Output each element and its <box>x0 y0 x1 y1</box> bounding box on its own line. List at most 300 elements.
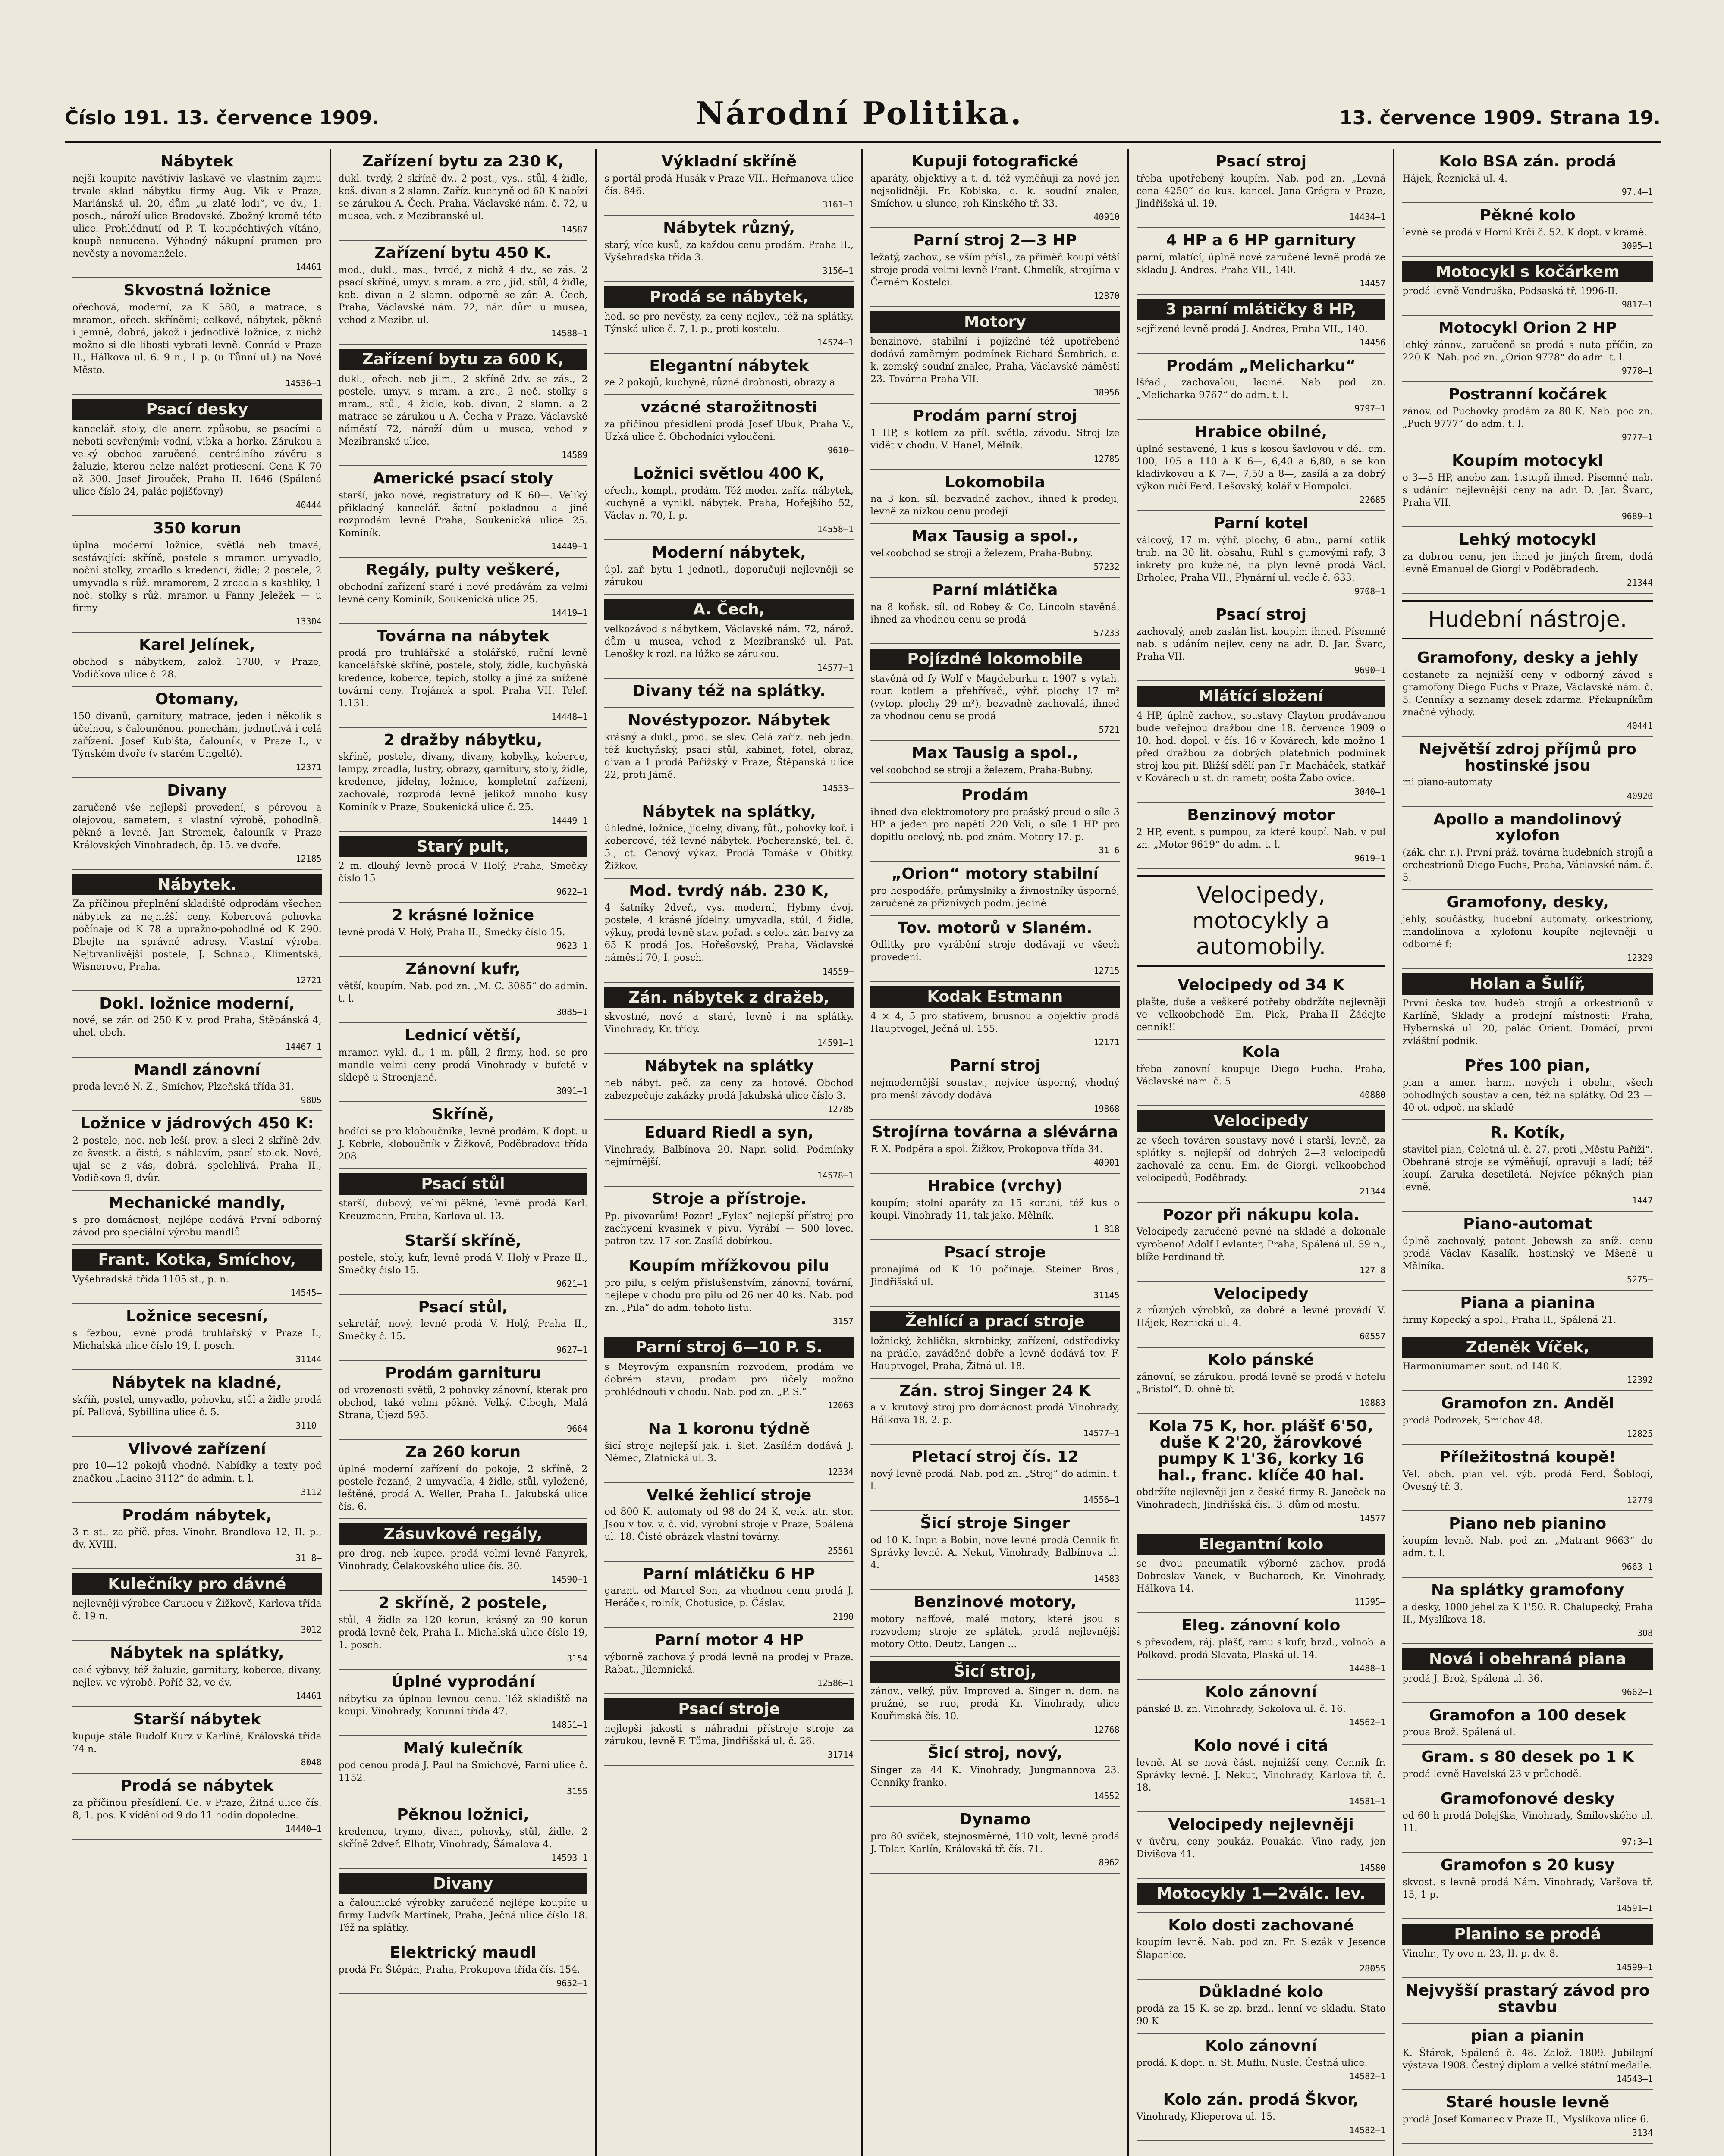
ad-body: Za příčinou přeplnění skladiště odprodám všechen nábytek za nejnižší ceny. Kobercová pohovka počínaje od K 78 a upražno-pohodlné od K 290. Dbejte na správné adresy. Vlastní výroba. Nejtrvanlivější postele, J. Schnabl, Klimentská, Wisnerovo, Praha. <box>72 899 322 972</box>
classified-ad <box>1402 890 1653 969</box>
classified-ad <box>1402 1919 1653 1978</box>
ad-heading: Šicí stroje Singer <box>920 1514 1070 1532</box>
classified-ad <box>1137 1203 1386 1282</box>
ad-code: 14543—1 <box>1616 2074 1653 2084</box>
section-heading: Hudební nástroje. <box>1402 600 1653 639</box>
ad-heading: Parní motor 4 HP <box>654 1631 804 1649</box>
classified-ad <box>339 1228 588 1295</box>
ad-body: z různých výrobků, za dobré a levné provádí V. Hájek, Reznická ul. 4. <box>1136 1305 1386 1329</box>
classified-ad <box>1402 1120 1653 1212</box>
ad-body: s převodem, ráj. plášť, rámu s kufr, brzd., volnob. a Polkovd. prodá Slavata, Plaská ul. 14. <box>1136 1637 1386 1661</box>
ad-body: ihned dva elektromotory pro prašský proud o síle 3 HP a jeden pro napětí 220 Voli, o síle 1 HP pro dopitlu ocelový, nb. pod znám. Motory 17. p. <box>870 806 1120 843</box>
classified-ad <box>72 1503 322 1570</box>
classified-ad <box>604 1332 854 1416</box>
ad-heading: Zánovní kufr, <box>405 960 521 978</box>
ad-code: 5275— <box>1627 1274 1653 1285</box>
ad-code: 14440—1 <box>285 1823 322 1834</box>
ad-code: 9689—1 <box>1621 511 1653 522</box>
classified-ad <box>1137 1733 1386 1812</box>
ad-heading: Divany <box>339 1873 588 1895</box>
ad-body: levně. Ať se nová část. nejnižší ceny. Cenník fr. Správky levně. J. Nekut, Vinohrady, Karlova tř. č. 18. <box>1136 1757 1386 1793</box>
ad-body: stavěná od fy Wolf v Magdeburku r. 1907 s vytah. rour. kotlem a přehřívač., výhř. plochy 17 m² (vytop. plochy 29 m²), bezvadně zachovalá, ihned za vhodnou cenu se prodá <box>870 673 1120 722</box>
ad-code: 9663—1 <box>1621 1561 1653 1572</box>
ad-body: obchod s nábytkem, založ. 1780, v Praze, Vodičkova ulice č. 28. <box>72 656 322 680</box>
ad-heading: 2 krásné ložnice <box>392 906 534 924</box>
ad-code: 9623—1 <box>556 940 588 951</box>
ad-code: 14599—1 <box>1616 1962 1653 1972</box>
ad-body: pronajímá od K 10 počínaje. Steiner Bros., Jindřišská ul. <box>870 1264 1120 1288</box>
ad-heading: R. Kotík, <box>1490 1123 1565 1141</box>
classified-ad <box>339 1591 588 1670</box>
ad-body: o 3—5 HP, anebo zan. 1.stupň ihned. Písemné nab. s udáním nejlevnější ceny na adr. D. Jar. Švarc, Praha VII. <box>1402 473 1653 509</box>
ad-heading: Koupím mřížkovou pilu <box>628 1257 829 1275</box>
classified-ad <box>870 1657 1120 1741</box>
classified-ad <box>72 1641 322 1707</box>
ad-body: mramor. vykl. d., 1 m. půll, 2 firmy, hod. se pro mandle velmi ceny prodá Vinohrady v bufetě v sklepě u Stroenjané. <box>338 1047 588 1083</box>
ad-heading: 4 HP a 6 HP garnitury <box>1166 231 1356 249</box>
classified-ad <box>604 1253 854 1332</box>
classified-ad <box>339 1519 588 1591</box>
ad-code: 57233 <box>1093 628 1120 639</box>
classified-ad <box>604 395 854 461</box>
column-6 <box>1394 149 1661 2156</box>
ad-body: 2 HP, event. s pumpou, za které koupí. Nab. v pul zn. „Motor 9619“ do adm. t. l. <box>1136 827 1386 850</box>
ad-body: 4 šatníky 2dveř., vys. moderní, Hybmy dvoj. postele, 4 krásné jídelny, umyvadla, stůl, 4 židle, výkuy, prodá levně stav. pořad. s celou zár. barvy za 65 K prodá Jos. Hořešovský, Praha, Václavské náměstí 70, I. posch. <box>604 903 854 964</box>
ad-body: plašte, duše a veškeré potřeby obdržíte nejlevněji ve velkoobchodě Em. Pick, Praha-II Žádejte cenník!! <box>1136 997 1386 1033</box>
ad-code: 97:3—1 <box>1621 1836 1653 1847</box>
ad-heading: Gramofonové desky <box>1440 1790 1615 1808</box>
masthead <box>65 95 1661 143</box>
classified-ad <box>870 1741 1120 1807</box>
classified-ad <box>604 1120 854 1187</box>
ad-body: lehký zánov., zaručeně se prodá s nuta příčin, za 220 K. Nab. pod zn. „Orion 9778“ do adm. t. l. <box>1402 340 1653 364</box>
ad-heading: Motocykl s kočárkem <box>1402 261 1653 283</box>
column-1 <box>65 149 331 2156</box>
ad-heading: Koupím motocykl <box>1452 452 1604 470</box>
classified-ad <box>1137 1879 1386 1913</box>
ad-body: aparáty, objektivy a t. d. též vyměňuji za nové jen nejsolidněji. Fr. Kobiska, c. k. soudní znalec, Smíchov, u slunce, roh Kinského tř. 33. <box>870 173 1120 209</box>
classified-ad <box>870 1445 1120 1511</box>
classified-ad <box>1402 1578 1653 1644</box>
ad-heading: 350 korun <box>153 519 242 537</box>
classified-ad <box>72 991 322 1058</box>
ad-heading: Staré housle levně <box>1446 2093 1610 2112</box>
ad-heading: Psací stroje <box>944 1243 1046 1261</box>
ad-heading: 3 parní mlátičky 8 HP, <box>1137 299 1386 320</box>
ad-code: 14589 <box>562 449 588 460</box>
ad-code: 14580 <box>1360 1862 1386 1873</box>
classified-ad <box>1137 420 1386 511</box>
ad-code: 3155 <box>567 1786 588 1796</box>
ad-heading: Kulečníky pro dávné <box>72 1573 322 1595</box>
ad-heading: Hrabice (vrchy) <box>927 1177 1063 1195</box>
ad-body: Vinohrady, Balbínova 20. Napr. solid. Podmínky nejmírnější. <box>604 1144 854 1168</box>
ad-heading: Velocipedy <box>1213 1285 1309 1303</box>
ad-code: 14581—1 <box>1349 1796 1386 1807</box>
classified-ad <box>339 1802 588 1869</box>
classified-ad <box>604 540 854 595</box>
ad-heading: Benzinové motory, <box>913 1593 1077 1611</box>
ad-body: skříň, postel, umyvadlo, pohovku, stůl a židle prodá pí. Pallová, Sybillina ulice č. 5. <box>72 1394 322 1418</box>
ad-body: v úvěru, ceny poukáz. Pouakác. Vino rady, jen Divišova 41. <box>1136 1836 1386 1860</box>
classified-ad <box>339 1670 588 1736</box>
ad-body: úplně zachovalý, patent Jebewsh za sníž. cenu prodá Václav Kasalík, hostinský ve Mšeně u Mělníka. <box>1402 1235 1653 1272</box>
ad-body: postele, stoly, kufr, levně prodá V. Holý v Praze II., Smečky číslo 15. <box>338 1252 588 1276</box>
ad-code: 31145 <box>1093 1290 1120 1300</box>
ad-heading: Piano-automat <box>1463 1215 1592 1233</box>
ad-heading: 2 dražby nábytku, <box>383 731 543 749</box>
classified-ad <box>339 241 588 345</box>
classified-ad <box>72 1058 322 1112</box>
ad-code: 14851—1 <box>551 1719 588 1730</box>
ad-heading: Šicí stroj, nový, <box>927 1744 1062 1762</box>
ad-code: 14461 <box>295 262 322 273</box>
ad-code: 14578—1 <box>817 1170 854 1181</box>
ad-code: 3161—1 <box>822 199 854 210</box>
ad-heading: „Orion“ motory stabilní <box>891 865 1099 883</box>
ad-code: 14587 <box>562 224 588 235</box>
ad-code: 14577—1 <box>1083 1428 1120 1439</box>
classified-ad <box>339 1102 588 1169</box>
ad-code: 308 <box>1637 1627 1653 1638</box>
classified-ad <box>339 903 588 957</box>
classified-ad <box>1137 2034 1386 2087</box>
ad-code: 8048 <box>301 1757 322 1767</box>
ad-heading: Nábytek na splátky, <box>642 802 816 821</box>
ad-body: se dvou pneumatik výborné zachov. prodá Dobroslav Vanek, v Bucharoch, Kr. Vinohrady, Hálkova 14. <box>1136 1558 1386 1595</box>
ad-heading: Kupuji fotografické <box>911 153 1079 170</box>
ad-heading: Eleg. zánovní kolo <box>1181 1617 1341 1635</box>
classified-ad <box>339 1940 588 1994</box>
classified-ad <box>870 404 1120 470</box>
ad-code: 9708—1 <box>1354 586 1386 597</box>
ad-body: prodá Podrozek, Smíchov 48. <box>1402 1415 1543 1426</box>
ad-code: 9622—1 <box>556 887 588 897</box>
ad-body: levně se prodá v Horní Krči č. 52. K dopt. v krámě. <box>1402 227 1647 238</box>
classified-ad <box>1402 1445 1653 1511</box>
classified-ad <box>1402 1212 1653 1291</box>
ad-code: 31144 <box>295 1354 322 1364</box>
ad-body: skvostné, nové a staré, levně i na splátky. Vinohrady, Kr. třídy. <box>604 1012 854 1035</box>
classified-ad <box>1137 1348 1386 1414</box>
ad-body: lšřád., zachovalou, laciné. Nab. pod zn. „Melicharka 9767“ do adm. t. l. <box>1136 377 1386 401</box>
classified-ad <box>870 1120 1120 1174</box>
ad-body: od 800 K. automaty od 98 do 24 K, veik. atr. stor. Jsou v tov. v. č. vid. výrobní stroje v Praze, Spálená ul. 18. Čisté obrázek vlastní továrny. <box>604 1507 854 1543</box>
classified-ad <box>604 1628 854 1694</box>
classified-ad <box>339 1440 588 1519</box>
classified-ad <box>72 395 322 516</box>
ad-columns <box>65 149 1661 2156</box>
ad-code: 9610— <box>827 445 854 456</box>
ad-body: na 8 koňsk. síl. od Robey & Co. Lincoln stavěná, ihned za vhodnou cenu se prodá <box>870 602 1120 626</box>
ad-heading: Ložnice secesní, <box>126 1307 268 1325</box>
ad-heading: Hrabice obilné, <box>1194 423 1328 441</box>
ad-code: 28055 <box>1360 1963 1386 1974</box>
ad-code: 21344 <box>1360 1186 1386 1197</box>
ad-code: 8962 <box>1099 1857 1120 1868</box>
classified-ad <box>870 1807 1120 1874</box>
classified-ad <box>604 282 854 354</box>
ad-code: 40910 <box>1093 211 1120 222</box>
classified-ad <box>870 1240 1120 1307</box>
ad-body: Vinohr., Ty ovo n. 23, II. p. dv. 8. <box>1402 1948 1558 1959</box>
ad-code: 31 6 <box>1099 845 1120 856</box>
ad-heading: Nábytek. <box>72 874 322 896</box>
ad-heading: Eduard Riedl a syn, <box>644 1124 814 1142</box>
ad-heading: Velocipedy <box>1137 1110 1386 1132</box>
ad-heading: Šicí stroj, <box>870 1661 1120 1683</box>
ad-body: koupím; stolní aparáty za 15 koruni, též kus o koupi. Vinohrady 11, tak jako. Mělník. <box>870 1197 1120 1221</box>
classified-ad <box>1402 1745 1653 1786</box>
classified-ad <box>339 1361 588 1440</box>
classified-ad <box>1402 1786 1653 1853</box>
ad-body: nejlevněji výrobce Caruocu v Žižkově, Karlova třída č. 19 n. <box>72 1598 322 1622</box>
ad-heading: Lokomobila <box>945 473 1046 491</box>
ad-heading: Gramofony, desky, <box>1446 893 1609 912</box>
ad-body: motory nafťové, malé motory, které jsou s rozvodem; stroje ze splátek, prodá nejlevnější motory Otto, Deutz, Langen ... <box>870 1614 1120 1650</box>
ad-code: 60557 <box>1360 1331 1386 1342</box>
ad-body: celé výbavy, též žaluzie, garnitury, koberce, divany, nejlev. ve výrobě. Poříč 32, ve dv. <box>72 1665 322 1689</box>
ad-body: 3 r. st., za příč. přes. Vinohr. Brandlova 12, II. p., dv. XVIII. <box>72 1527 322 1551</box>
classified-ad <box>1137 602 1386 681</box>
ad-code: 127 8 <box>1360 1265 1386 1275</box>
ad-code: 14488—1 <box>1349 1663 1386 1674</box>
ad-heading: Gram. s 80 desek po 1 K <box>1421 1748 1634 1766</box>
ad-heading: Pěkné kolo <box>1479 206 1576 224</box>
classified-ad <box>604 1562 854 1628</box>
classified-ad <box>1402 1978 1653 2024</box>
ad-body: s Meyrovým expansním rozvodem, prodám ve dobrém stavu, prodám pro účely možno prohlédnouti v chodu. Nab. pod zn. „P. S.“ <box>604 1361 854 1398</box>
ad-body: benzinové, stabilní i pojízdné též upotřebené dodává zaměrným podmínek Richard Šembrich, c. k. zemský soudní znalec, Praha, Václavské náměstí 23. Továrna Praha VII. <box>870 336 1120 385</box>
classified-ad <box>72 687 322 778</box>
classified-ad <box>1137 295 1386 354</box>
ad-heading: Strojírna továrna a slévárna <box>872 1123 1118 1141</box>
ad-heading: Nejvyšší prastarý závod pro stavbu <box>1405 1981 1650 2016</box>
classified-ad <box>870 1053 1120 1120</box>
ad-code: 13304 <box>295 616 322 627</box>
ad-heading: Velké žehlicí stroje <box>646 1486 812 1504</box>
ad-code: 9797—1 <box>1354 403 1386 414</box>
ad-code: 12779 <box>1627 1495 1653 1506</box>
ad-code: 1 818 <box>1093 1223 1120 1234</box>
classified-ad <box>870 1174 1120 1240</box>
ad-code: 12785 <box>1093 453 1120 464</box>
classified-ad <box>1402 1291 1653 1332</box>
ad-body: pian a amer. harm. nových i obehr., všech pohodlných soustav a cen, též na splátky. Od 23 — 40 ot. odpoč. na skladě <box>1402 1077 1653 1113</box>
classified-ad <box>1137 1613 1386 1680</box>
classified-ad <box>1402 2024 1653 2090</box>
ad-heading: Na splátky gramofony <box>1431 1581 1624 1599</box>
ad-body: výborně zachovalý prodá levně na prodej v Praze. Rabat., Jilemnická. <box>604 1652 854 1676</box>
ad-body: za dobrou cenu, jen ihned je jiných firem, dodá levně Emanuel de Giorgi v Poděbradech. <box>1402 551 1653 575</box>
ad-code: 12171 <box>1093 1037 1120 1048</box>
ad-body: zachovalý, aneb zaslán list. koupím ihned. Písemné nab. s udáním nejlev. ceny na adr. D. Jar. Švarc, Praha VII. <box>1136 627 1386 663</box>
ad-code: 21344 <box>1627 577 1653 588</box>
ad-code: 14591—1 <box>1616 1902 1653 1913</box>
classified-ad <box>1402 382 1653 448</box>
ad-body: úplné sestavené, 1 kus s kosou šavlovou v dél. cm. 100, 105 a 110 à K 6—, 6,40 a 6,80, a se kon kladivkovou a K 7—, 7,50 a 8—, zasílá a za dobrý výkon ručí Ferd. Lešovský, kolář v Hompolci. <box>1136 444 1386 492</box>
classified-ad <box>870 578 1120 644</box>
ad-heading: Ložnice v jádrových 450 K: <box>80 1115 314 1133</box>
ad-code: 10883 <box>1360 1398 1386 1408</box>
classified-ad <box>1402 1332 1653 1391</box>
ad-code: 14449—1 <box>551 541 588 552</box>
ad-body: úhledné, ložnice, jídelny, divany, fůt., pohovky koř. i kobercové, též levné nábytek. Pocheranské, tel. č. 5., ct. Cenový výkaz. Prodá Tomáše v Obitky. Žižkov. <box>604 823 854 872</box>
classified-ad <box>72 516 322 633</box>
ad-body: hodící se pro kloboučníka, levně prodám. K dopt. u J. Kebrle, kloboučník v Žižkově, Poděbradova třída 208. <box>338 1126 588 1162</box>
ad-body: velkozávod s nábytkem, Václavské nám. 72, nárož. dům u musea, vchod z Mezibranské ul. Pat. Lenošky k rozl. na lůžko se zárukou. <box>604 624 854 660</box>
ad-body: větší, koupím. Nab. pod zn. „M. C. 3085“ do admin. t. l. <box>338 981 588 1005</box>
ad-code: 9805 <box>301 1095 322 1106</box>
ad-heading: Motocykly 1—2válc. lev. <box>1137 1883 1386 1905</box>
classified-ad <box>1137 1529 1386 1614</box>
ad-heading: Zásuvkové regály, <box>339 1523 588 1545</box>
ad-body: K. Štárek, Spálená č. 48. Založ. 1809. Jubilejní výstava 1908. Čestný diplom a velké státní medaile. <box>1402 2048 1653 2071</box>
ad-heading: Pěknou ložnici, <box>397 1805 529 1824</box>
ad-code: 14552 <box>1093 1790 1120 1801</box>
ad-heading: Lednicí větší, <box>405 1027 521 1045</box>
classified-ad <box>72 1569 322 1641</box>
ad-heading: Holan a Šulíř, <box>1402 973 1653 995</box>
ad-body: pro pilu, s celým příslušenstvím, zánovní, tovární, nejlépe v chodu pro pilu od 26 ner 40 ks. Nab. pod zn. „Pila“ do adm. tohoto listu. <box>604 1277 854 1313</box>
ad-body: koupím levně. Nab. pod zn. Fr. Slezák v Jesence Šlapanice. <box>1136 1937 1386 1961</box>
ad-body: pro 80 svíček, stejnosměrné, 110 volt, levně prodá J. Tolar, Karlín, Královská tř. čís. 71. <box>870 1831 1120 1855</box>
classified-ad <box>870 1379 1120 1445</box>
ad-heading: 2 skříně, 2 postele, <box>379 1594 547 1612</box>
ad-body: třeba zanovní koupuje Diego Fucha, Praha, Václavské nám. č. 5 <box>1136 1063 1386 1087</box>
ad-body: úplná moderní ložnice, světlá neb tmavá, sestávající: skříně, postele s mramor. umyvadlo, noční stolky, zrcadlo s kredencí, židle; 2 postele, 2 umyvadla s růž. mramorem, 2 zrcadla s kasbliky, 1 noč. stolky s růž. mramor. u Fanny Jeležek — u firmy <box>72 540 322 614</box>
classified-ad <box>1402 1853 1653 1919</box>
classified-ad <box>604 1187 854 1253</box>
ad-code: 12371 <box>295 761 322 772</box>
ad-code: 12586—1 <box>817 1678 854 1689</box>
ad-code: 12768 <box>1093 1724 1120 1735</box>
ad-heading: Otomany, <box>155 690 239 708</box>
ad-heading: Prodám garnituru <box>385 1364 541 1382</box>
ad-heading: Psací stroj <box>1215 153 1307 170</box>
classified-ad <box>870 783 1120 862</box>
ad-heading: Parní stroj <box>949 1057 1041 1075</box>
ad-code: 14577—1 <box>817 662 854 673</box>
ad-body: pod cenou prodá J. Paul na Smíchově, Farní ulice č. 1152. <box>338 1760 588 1783</box>
classified-ad <box>1402 1053 1653 1120</box>
column-5 <box>1129 149 1395 2156</box>
ad-code: 9627—1 <box>556 1344 588 1355</box>
ad-heading: Zdeněk Víček, <box>1402 1337 1653 1358</box>
classified-ad <box>1402 807 1653 890</box>
ad-body: za příčinou přesídlení prodá Josef Ubuk, Praha V., Úzká ulice č. Obchodníci vyloučeni. <box>604 419 854 443</box>
ad-body: 150 divanů, garnitury, matrace, jeden i několik s účelnou, s čalouněnou. ponechám, jednotlivá i celá zařízení. Josef Kubišta, čalouník, v Praze I., v Týnském dvoře (v starém Ungeltě). <box>72 711 322 759</box>
ad-heading: Kola <box>1242 1043 1280 1061</box>
ad-code: 40444 <box>295 499 322 510</box>
ad-body: starší, jako nové, registratury od K 60—. Veliký přikladný kancelář. šatní pokladnou a jiné rozprodám levně Praha, Soukenická ulice 25. Kominík. <box>338 490 588 539</box>
classified-ad <box>1402 1703 1653 1745</box>
ad-body: dostanete za nejnižší ceny v odborný závod s gramofony Diego Fuchs v Praze, Václavské nám. č. 5. Cenníky a seznamy desek zdarma. Překupníkům značné výhody. <box>1402 669 1653 718</box>
ad-code: 3040—1 <box>1354 787 1386 797</box>
classified-ad <box>1137 803 1386 869</box>
ad-heading: Postranní kočárek <box>1448 385 1607 404</box>
classified-ad <box>1137 1414 1386 1529</box>
ad-body: nejlepší jakosti s náhradní přístroje stroje za zárukou, levně F. Tůma, Jindřišská ul. č. 26. <box>604 1724 854 1747</box>
classified-ad <box>604 354 854 395</box>
ad-body: starší, dubový, velmi pěkně, levně prodá Karl. Kreuzmann, Praha, Karlova ul. 13. <box>338 1198 588 1222</box>
ad-heading: Gramofon zn. Anděl <box>1441 1395 1614 1413</box>
classified-ad <box>1137 354 1386 420</box>
classified-ad <box>870 228 1120 307</box>
ad-heading: Psací desky <box>72 399 322 420</box>
ad-code: 40880 <box>1360 1089 1386 1100</box>
ad-body: F. X. Podpěra a spol. Žižkov, Prokopova třída 34. <box>870 1144 1103 1155</box>
column-3 <box>597 149 863 2156</box>
classified-ad <box>1137 1040 1386 1106</box>
ad-code: 38956 <box>1093 387 1120 398</box>
ad-code: 1447 <box>1632 1195 1653 1206</box>
ad-body: nábytku za úplnou levnou cenu. Též skladiště na koupi. Vinohrady, Korunní třída 47. <box>338 1693 588 1717</box>
ad-body: stavitel pian, Celetná ul. č. 27, proti „Městu Paříži“. Obehrané stroje se výměňují, opravují a ladí; též koupí. Zaruka desetiletá. Nejvíce pěkných pian levně. <box>1402 1144 1653 1193</box>
page-number: 13. července 1909. Strana 19. <box>1339 107 1661 129</box>
classified-ad <box>1402 448 1653 527</box>
column-4 <box>863 149 1129 2156</box>
ad-body: garant. od Marcel Son, za vhodnou cenu prodá J. Heráček, rolník, Chotusice, p. Čáslav. <box>604 1586 854 1609</box>
classified-ad <box>72 149 322 278</box>
ad-body: proda levně N. Z., Smíchov, Plzeňská třída 31. <box>72 1081 294 1093</box>
column-2 <box>331 149 597 2156</box>
ad-body: dukl., ořech. neb jilm., 2 skříně 2dv. se zás., 2 postele, umyv. s mram. a zrc., 2 noč. stolky s mram., stůl, 4 židle, kob. divan, 2 slamn. a 2 matrace se zárukou u A. Čecha v Praze, Václavské náměstí 72, nároží dům u musea, vchod z Mezibranské ulice. <box>338 373 588 447</box>
classified-ad <box>1137 1812 1386 1879</box>
classified-ad <box>870 741 1120 783</box>
ad-heading: Dokl. ložnice moderní, <box>99 994 295 1012</box>
ad-heading: Velocipedy od 34 K <box>1178 976 1344 994</box>
ad-code: 14591—1 <box>817 1037 854 1048</box>
ad-heading: Přes 100 pian, <box>1464 1057 1591 1075</box>
newspaper-page <box>65 95 1661 2156</box>
ad-heading: Kolo zán. prodá Škvor, <box>1163 2091 1359 2109</box>
ad-heading: Továrna na nábytek <box>377 627 550 645</box>
ad-body: krásný a dukl., prod. se slev. Celá zaříz. neb jedn. též kuchyňský, psací stůl, kabinet, fotel, obraz, divan a 1 prodá Pařížský v Praze, Štěpánská ulice 22, proti Jámě. <box>604 732 854 780</box>
ad-body: pánské B. zn. Vinohrady, Sokolova ul. č. 16. <box>1136 1704 1346 1715</box>
ad-heading: Výkladní skříně <box>661 153 797 170</box>
classified-ad <box>1137 1282 1386 1348</box>
ad-body: zánov. od Puchovky prodám za 80 K. Nab. pod zn. „Puch 9777“ do adm. t. l. <box>1402 406 1653 430</box>
ad-heading: Zán. stroj Singer 24 K <box>899 1382 1091 1400</box>
ad-body: na 3 kon. síl. bezvadně zachov., ihned k prodeji, levně za nízkou cenu prodejí <box>870 494 1120 517</box>
ad-body: starý, více kusů, za každou cenu prodám. Praha II., Vyšehradská třída 3. <box>604 239 854 263</box>
ad-code: 9619—1 <box>1354 853 1386 864</box>
ad-code: 14457 <box>1360 278 1386 288</box>
classified-ad <box>1137 1913 1386 1980</box>
ad-body: neb nábyt. peč. za ceny za hotové. Obchod zabezpečuje zakázky prodá Jakubská ulice číslo 3. <box>604 1078 854 1102</box>
classified-ad <box>72 1111 322 1191</box>
ad-heading: Divany též na splátky. <box>632 682 826 700</box>
ad-code: 14449—1 <box>551 815 588 826</box>
ad-body: skříně, postele, divany, divany, kobylky, koberce, lampy, zrcadla, lustry, obrazy, garnitury, stoly, židle, kredence, jídelny, ložnice, kompletní zařízení, zachovalé, rozprodá levně jelikož mnoho kusy Kominík v Praze, Soukenická ulice č. 25. <box>338 752 588 813</box>
ad-code: 19868 <box>1093 1103 1120 1114</box>
ad-body: parní, mlátící, úplně nové zaručeně levně prodá ze skladu J. Andres, Praha VII., 140. <box>1136 252 1386 276</box>
ad-body: ze 2 pokojů, kuchyně, různé drobnosti, obrazy a <box>604 377 835 389</box>
classified-ad <box>72 778 322 870</box>
classified-ad <box>339 1023 588 1102</box>
ad-code: 14419—1 <box>551 607 588 618</box>
classified-ad <box>870 524 1120 578</box>
ad-code: 14558—1 <box>817 524 854 535</box>
ad-body: kancelář. stoly, dle anerr. způsobu, se psacími a neboti sevřenými; vodní, vibka a horko. Zárukou a velký obchod zaručené, centrálního závěru s žaluzie, kterou nelze nalézt protiesení. Cena K 70 až 300. Josef Jirouček, Praha II. 1646 (Spálená ulice číslo 24, palác pojišťovny) <box>72 423 322 497</box>
classified-ad <box>1402 1644 1653 1703</box>
ad-heading: Nábytek na splátky, <box>110 1644 284 1662</box>
ad-heading: Prodám <box>961 786 1029 804</box>
ad-code: 3110— <box>295 1420 322 1431</box>
ad-heading: Zán. nábytek z dražeb, <box>604 987 854 1009</box>
ad-heading: Psací stroje <box>604 1698 854 1720</box>
